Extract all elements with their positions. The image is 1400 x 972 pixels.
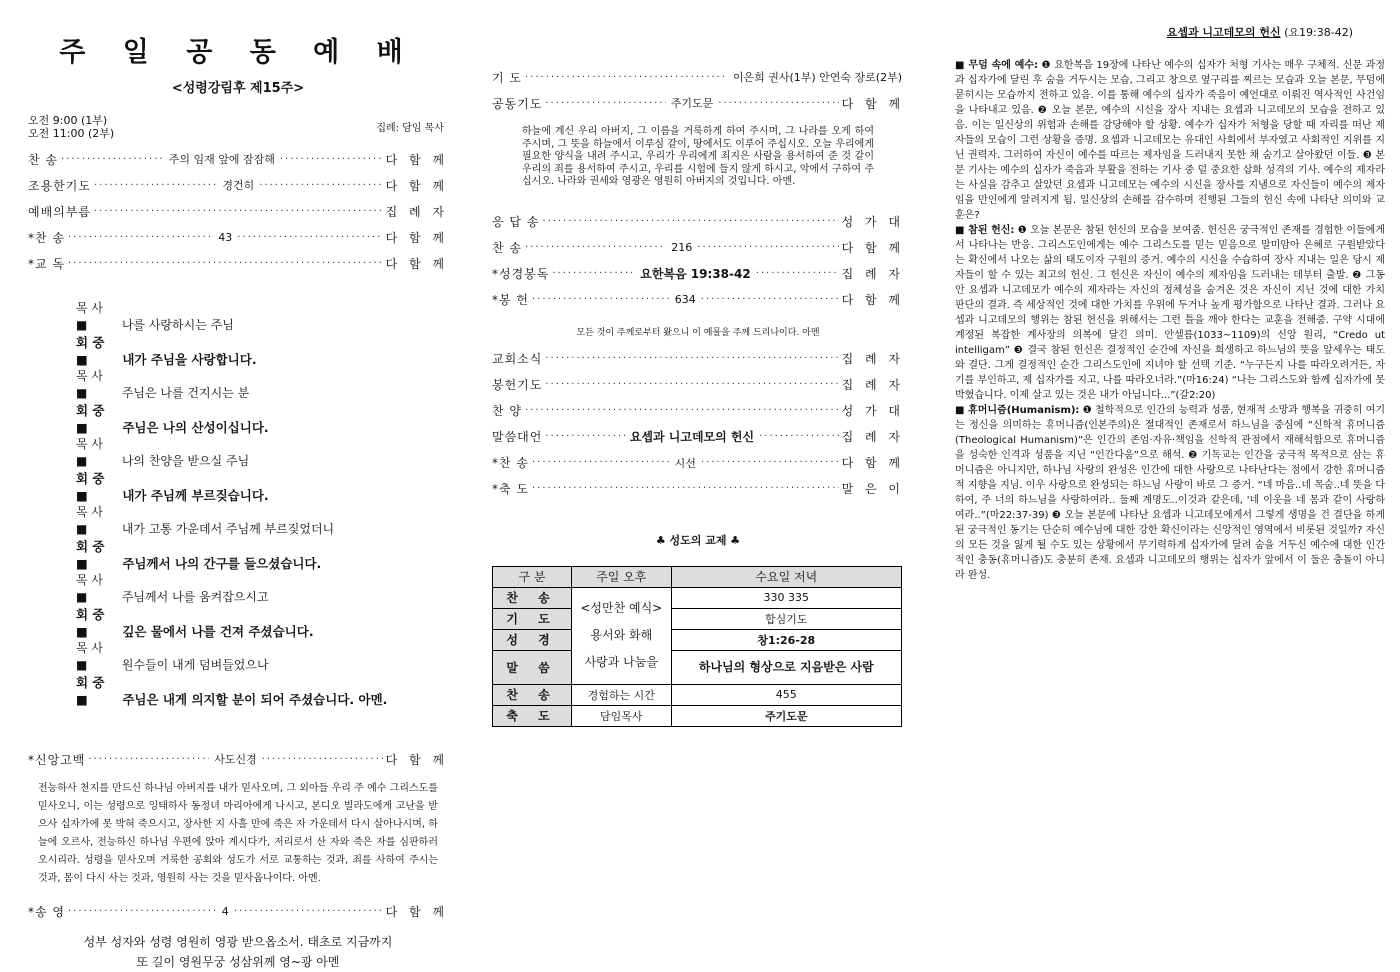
order-label: *찬 송 [28, 230, 65, 245]
order-leader: 집 례 자 [841, 378, 904, 392]
reading-line: 회 중 ■ 내가 주님께 부르짖습니다. [76, 471, 269, 503]
page-title: 주 일 공 동 예 배 [59, 37, 417, 68]
reading-line: 목 사 ■ 내가 고통 가운데서 주님께 부르짖었더니 [76, 505, 335, 536]
order-detail: 사도신경 [214, 753, 257, 766]
reading-line: 회 중 ■ 내가 주님을 사랑합니다. [76, 335, 257, 367]
leader-dots [68, 906, 217, 917]
leader-dots [545, 98, 665, 109]
table-header-row [493, 566, 902, 587]
wednesday-cell: 330 335 [671, 587, 901, 608]
creed-row [28, 746, 448, 772]
order-row [492, 398, 904, 424]
wednesday-cell: 하나님의 형상으로 지음받은 사람 [671, 650, 901, 684]
order-leader: 다 함 께 [385, 178, 449, 193]
wednesday-cell: 창1:26-28 [671, 629, 901, 650]
order-detail: 주의 임재 앞에 잠잠해 [168, 153, 275, 166]
order-of-worship-column [28, 0, 449, 969]
table-row [493, 650, 902, 684]
sermon-notes-body [955, 58, 1385, 583]
order-leader: 다 함 께 [385, 904, 448, 919]
order-leader: 집 례 자 [385, 204, 448, 219]
reading-line: 회 중 ■ 주님은 내게 의지할 분이 되어 주셨습니다. 아멘. [76, 675, 388, 707]
order-label: *찬 송 [492, 456, 529, 470]
table-row [493, 684, 902, 705]
sermon-title: 요셉과 니고데모의 헌신 [1166, 26, 1281, 39]
sermon-title: 요셉과 니고데모의 헌신 [629, 430, 755, 444]
order-label: 봉헌기도 [492, 378, 543, 392]
order-detail: 4 [221, 904, 229, 918]
order-label: 찬 양 [492, 404, 522, 418]
leader-dots [525, 405, 839, 416]
lords-prayer-text: 하늘에 계신 우리 아버지, 그 이름을 거룩하게 하여 주시며, 그 나라를 오게 하여 주시며, 그 뜻을 하늘에서 이루심 같이, 땅에서도 이루어 주십시오. 오늘 우리에게 필요한 양식을 내려 주시고, 우리가 우리에게 죄지은 사람을 용서하여 준 것 같이 우리의 죄를 용서하여 주시고, 우리를 시험에 들지 않게 하시고, 악에서 구하여 주십시오. 나라와 권세와 영광은 영원히 아버지의 것입니다. 아멘. [522, 126, 874, 187]
sermon-notes-title [955, 24, 1353, 40]
leader-dots [94, 180, 217, 191]
order-row [492, 64, 904, 90]
leader-dots [701, 294, 839, 305]
order-label: 공동기도 [492, 96, 543, 111]
order-row [492, 235, 904, 261]
order-leader: 다 함 께 [841, 293, 904, 307]
order-detail: 시선 [674, 456, 696, 470]
order-row [492, 424, 904, 450]
service-times [28, 114, 448, 142]
table-row [493, 629, 902, 650]
reading-line: 목 사 ■ 원수들이 내게 덤벼들었으나 [76, 641, 269, 672]
doxology-line: 성부 성자와 성령 영원히 영광 받으옵소서. 태초로 지금까지 [83, 935, 393, 949]
reading-line: 목 사 ■ 주님께서 나를 움켜잡으시고 [76, 573, 269, 604]
leader-dots [262, 754, 383, 765]
order-leader: 다 함 께 [841, 456, 905, 470]
leader-dots [280, 154, 383, 165]
reading-line: 회 중 ■ 주님께서 나의 간구를 들으셨습니다. [76, 539, 322, 571]
order-leader: 다 함 께 [385, 230, 448, 245]
fellowship-title: ♣ 성도의 교제 ♣ [655, 533, 741, 547]
leader-dots [532, 457, 670, 468]
order-leader: 말 은 이 [841, 482, 904, 496]
order-leader: 다 함 께 [385, 256, 448, 271]
presider-label: 집례: 담임 목사 [376, 123, 444, 134]
order-label: 예배의부름 [28, 204, 91, 219]
order-detail: 경건히 [222, 179, 255, 192]
order-row [28, 172, 448, 198]
leader-dots [525, 242, 666, 253]
order-detail: 이은희 권사(1부) 안연숙 장로(2부) [732, 71, 902, 84]
leader-dots [545, 431, 624, 442]
notes-section: ■ 무덤 속에 예수: ❶ 요한복음 19장에 나타난 예수의 십자가 처형 기사는 매우 구체적. 신문 과정과 십자가에 달린 후 숨을 거두시는 모습, 그리고 창으로 옆구리를 찌르는 모습과 오늘 본문, 무덤에 묻히시는 모습까지 전하고 있음. 이를 통해 예수의 십자가 죽음이 예언대로 이뤄진 역사적인 사건임을 나타내고 있음. ❷ 오늘 본문, 예수의 시신을 장사 지내는 요셉과 니고데모의 모습을 전하고 있음. 이는 일신상의 위험과 손해를 감당해야 할 상황. 예수가 십자가 처형을 당할 때 자리를 떠난 제자들의 모습이 그런 상황을 증명. 요셉과 니고데모는 유대인 사회에서 부자였고 사회적인 지위를 지닌 권력자. 그러하여 자신이 예수를 따르는 제자임을 드러내지 못한 채 숨기고 살아왔던 이들. ❸ 본문 기사는 예수의 십자가 죽음과 부활을 전하는 기사 중 덜 중요한 삽화 성격의 기사. 예수의 제자라는 사실을 감추고 살았던 요셉과 니고데모는 예수의 시신을 장사를 지냄으로 자신들이 예수의 제자임을 만인에게 알려지게 됨. 일신상의 손해를 감수하며 진행된 그들의 헌신 속에 나타난 의미와 교훈은? [955, 60, 1385, 221]
row-label: 성 경 [493, 629, 572, 650]
order-label: 응 답 송 [492, 215, 540, 229]
leader-dots [718, 98, 838, 109]
leader-dots [525, 72, 728, 83]
table-header: 수요일 저녁 [671, 566, 901, 587]
leader-dots [68, 258, 383, 269]
leader-dots [532, 483, 839, 494]
leader-dots [88, 754, 209, 765]
reading-line: 회 중 ■ 깊은 물에서 나를 건져 주셨습니다. [76, 607, 314, 639]
sunday-afternoon-cell: 담임목사 [572, 705, 672, 726]
service-time-2: 오전 11:00 (2부) [28, 127, 115, 140]
order-leader: 다 함 께 [385, 152, 448, 167]
order-of-worship-column-2 [492, 0, 904, 824]
order-row [492, 261, 904, 287]
order-label: *축 도 [492, 482, 529, 496]
order-row [492, 287, 904, 313]
order-leader: 집 례 자 [841, 267, 904, 281]
reading-line: 목 사 ■ 나의 찬양을 받으실 주님 [76, 437, 250, 468]
order-label: 조용한기도 [28, 178, 91, 193]
leader-dots [697, 242, 838, 253]
order-label: *교 독 [28, 256, 65, 271]
wednesday-cell: 주기도문 [671, 705, 901, 726]
order-label: *신앙고백 [28, 752, 86, 767]
wednesday-cell: 합심기도 [671, 608, 901, 629]
table-header: 구 분 [493, 566, 572, 587]
offering-note: 모든 것이 주께로부터 왔으니 이 예물을 주께 드리나이다. 아멘 [576, 327, 820, 338]
order-label: *봉 헌 [492, 293, 529, 307]
order-leader: 집 례 자 [841, 352, 904, 366]
order-label: 교회소식 [492, 352, 543, 366]
table-row [493, 608, 902, 629]
sunday-afternoon-cell: 경험하는 시간 [572, 684, 672, 705]
reading-line: 목 사 ■ 나를 사랑하시는 주님 [76, 301, 234, 332]
notes-section: ■ 참된 헌신: ❶ 오늘 본문은 참된 헌신의 모습을 보여줌. 헌신은 궁극적인 존재를 경험한 이들에게서 나타나는 반응. 그리스도인에게는 예수 그리스도를 믿는 믿음으로 말미암아 은혜로 구원받았다는 확신에서 나오는 삶의 태도이자 구원의 증거. 예수의 시신을 수습하여 장사 지내는 일은 당시 제자들이 할 수 있는 최고의 헌신. 그 헌신은 자신이 예수의 제자임을 드러내는 데부터 출발. ❷ 그동안 요셉과 니고데모가 예수의 제자라는 자신의 정체성을 숨겨온 것은 자신이 지닌 것에 대한 가치 판단의 결과. 즉 세상적인 것에 대한 가치를 우위에 두거나 높게 평가함으로 나타난 결과. 그러나 요셉과 니고데모의 행위는 참된 헌신을 위해서는 그런 틀을 깨야 한다는 교훈을 전해줌. 구약 시대에 계정된 복잡한 계사장의 의복에 달긴 의미. 안셀름(1033~1109)의 신앙 원리, “Credo ut intelligam” ❸ 결국 참된 헌신은 결정적인 순간에 자신을 희생하고 하느님의 뜻을 앞세우는 태도와 결단. 그게 결정적인 순간 그리스도인에 지녀야 할 선택 기준. “누구든지 나를 따라오려거든, 자기를 부인하고, 제 십자가를 지고, 나를 따라오너라.”(마16:24) “나는 그리스도와 함께 십자가에 못 박혔습니다. 이제 살고 있는 것은 내가 아닙니다...”(갈2:20) [955, 225, 1385, 401]
order-row [492, 476, 904, 502]
reading-line: 회 중 ■ 주님은 나의 산성이십니다. [76, 403, 269, 435]
order-row [28, 198, 448, 224]
row-label: 말 씀 [493, 650, 572, 684]
row-label: 축 도 [493, 705, 572, 726]
responsive-reading [28, 300, 448, 708]
order-detail: 216 [671, 241, 693, 254]
order-leader: 다 함 께 [841, 241, 904, 255]
table-row [493, 587, 902, 608]
leader-dots [701, 457, 839, 468]
order-detail: 43 [218, 230, 233, 244]
order-label: *송 영 [28, 904, 65, 919]
order-row [492, 209, 904, 235]
leader-dots [94, 206, 383, 217]
order-leader: 다 함 께 [385, 752, 449, 767]
order-row [492, 372, 904, 398]
row-label: 찬 송 [493, 587, 572, 608]
order-list-1 [28, 146, 448, 276]
order-leader: 성 가 대 [841, 215, 904, 229]
doxology-text [28, 932, 448, 972]
leader-dots [756, 268, 839, 279]
sermon-notes-column [955, 0, 1385, 824]
sunday-afternoon-cell: <성만찬 예식> 용서와 화해 사랑과 나눔을 [572, 587, 672, 684]
order-row [492, 90, 904, 116]
leader-dots [542, 216, 838, 227]
order-row [28, 224, 448, 250]
order-label: 찬 송 [492, 241, 522, 255]
order-detail: 634 [674, 293, 696, 306]
leader-dots [61, 154, 164, 165]
order-label: 말씀대언 [492, 430, 543, 444]
leader-dots [759, 431, 838, 442]
row-label: 기 도 [493, 608, 572, 629]
wednesday-cell: 455 [671, 684, 901, 705]
order-leader: 성 가 대 [841, 404, 904, 418]
leader-dots [545, 379, 838, 390]
leader-dots [259, 180, 382, 191]
leader-dots [237, 232, 382, 243]
scripture-reference: 요한복음 19:38-42 [640, 267, 751, 281]
leader-dots [68, 232, 213, 243]
row-label: 찬 송 [493, 684, 572, 705]
order-row [492, 450, 904, 476]
page-subtitle: <성령강림후 제15주> [171, 81, 305, 96]
order-row [28, 146, 448, 172]
order-row [28, 250, 448, 276]
order-row [492, 346, 904, 372]
order-label: 찬 송 [28, 152, 58, 167]
notes-section: ■ 휴머니즘(Humanism): ❶ 철학적으로 인간의 능력과 성품, 현재적 소망과 행복을 귀중히 여기는 정신을 의미하는 휴머니즘(인본주의)은 절대적인 존재로서 하느님을 중심에 “신학적 휴머니즘(Theological Humanism)”은 인간의 존엄·자유·책임을 신학적 관점에서 재해석함으로 휴머니즘을 성숙한 인격과 성품을 지닌 “인간다움”으로 해석. ❷ 기독교는 인간을 궁극적 목적으로 삼는 휴머니즘은 아니지만, 하나님 사랑의 완성은 인간에 대한 사랑으로 나타난다는 점에서 강한 휴머니즘적 지향을 지님. 이우 사랑으로 완성되는 하느님 사랑이 바로 그 증거. “네 마음..네 목숨..네 뜻을 다하여, 주 너의 하느님을 사랑하여라.. 둘째 계명도..이것과 같은데, '네 이웃을 네 몸과 같이 사랑하여라..”(마22:37-39) ❸ 오늘 본문에 나타난 요셉과 니고데모에게서 그렇게 생명을 건 결단을 하게 된 궁극적인 동기는 단순히 예수님에 대한 강한 확신이라는 신앙적인 영역에서 비롯된 것일까? 자신의 모든 것을 잃게 될 수도 있는 상황에서 무기력하게 십자가에 달려 숨을 거두신 예수에 대한 인간적인 충동(휴머니즘)도 충분히 존재. 요셉과 니고데모의 행위는 십자가 앞에서 이 둘은 충돌이 아니라 완성. [955, 405, 1385, 581]
doxology-row [28, 898, 448, 924]
reading-line: 목 사 ■ 주님은 나를 건지시는 분 [76, 369, 250, 400]
table-header: 주일 오후 [572, 566, 672, 587]
leader-dots [532, 294, 670, 305]
apostles-creed-text: 전능하사 천지를 만드신 하나님 아버지를 내가 믿사오며, 그 외아들 우리 주 예수 그리스도를 믿사오니, 이는 성령으로 잉태하사 동정녀 마리아에게 나시고, 본디오 빌라도에게 고난을 받으사 십자가에 못 박혀 죽으시고, 장사한 지 사흘 만에 죽은 자 가운데서 다시 살아나시며, 하늘에 오르사, 전능하신 하나님 우편에 앉아 계시다가, 저리로서 산 자와 죽은 자를 심판하러 오시리라. 성령을 믿사오며 거룩한 공회와 성도가 서로 교통하는 것과, 죄를 사하여 주시는 것과, 몸이 다시 사는 것과, 영원히 사는 것을 믿사옵나이다. 아멘. [38, 783, 438, 884]
table-row [493, 705, 902, 726]
order-leader: 집 례 자 [841, 430, 904, 444]
leader-dots [545, 353, 838, 364]
order-label: 기 도 [492, 70, 522, 85]
order-leader: 다 함 께 [841, 96, 905, 111]
order-label: *성경봉독 [492, 267, 550, 281]
doxology-line: 또 길이 영원무궁 성삼위께 영~광 아멘 [136, 955, 340, 969]
fellowship-table [492, 566, 902, 727]
service-time-1: 오전 9:00 (1부) [28, 114, 108, 127]
leader-dots [552, 268, 635, 279]
order-detail: 주기도문 [670, 97, 714, 110]
scripture-reference: (요19:38-42) [1284, 26, 1353, 39]
leader-dots [234, 906, 383, 917]
